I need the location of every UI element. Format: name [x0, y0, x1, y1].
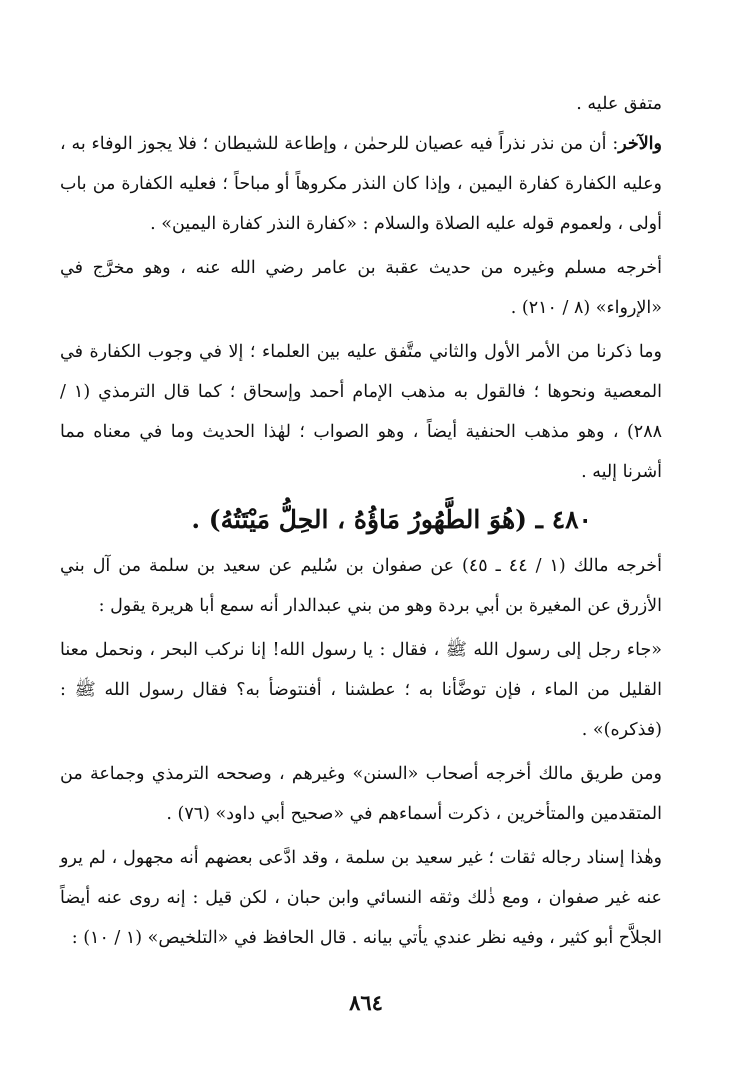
paragraph-sunan: ومن طريق مالك أخرجه أصحاب «السنن» وغيرهم ، وصححه الترمذي وجماعة من المتقدمين والمتأخرين ، ذكرت أسماءهم في «صحيح أبي داود» (٧٦) . — [60, 764, 662, 824]
paragraph-takhrij-malik: أخرجه مالك (١ / ٤٤ ـ ٤٥) عن صفوان بن سُليم عن سعيد بن سلمة من آل بني الأزرق عن المغيرة بن أبي بردة وهو من بني عبدالدار أنه سمع أبا هريرة يقول : — [60, 556, 662, 616]
paragraph-hadith-text: «جاء رجل إلى رسول الله ﷺ ، فقال : يا رسول الله! إنا نركب البحر ، ونحمل معنا القليل من الماء ، فإن توضَّأنا به ؛ عطشنا ، أفنتوضأ به؟ فقال رسول الله ﷺ : (فذكره)» . — [60, 640, 662, 740]
paragraph-scholars-agreement: وما ذكرنا من الأمر الأول والثاني متَّفق عليه بين العلماء ؛ إلا في وجوب الكفارة في المعصية ونحوها ؛ فالقول به مذهب الإمام أحمد وإسحاق ؛ كما قال الترمذي (١ / ٢٨٨) ، وهو مذهب الحنفية أيضاً ، وهو الصواب ؛ لهٰذا الحديث وما في معناه مما أشرنا إليه . — [60, 342, 662, 482]
hadith-heading: ٤٨٠ ـ (هُوَ الطَّهُورُ مَاؤُهُ ، الحِلُّ مَيْتَتُهُ) . — [191, 505, 592, 534]
paragraph-agreed: متفق عليه . — [576, 94, 662, 114]
paragraph-label: والآخر — [618, 134, 662, 154]
paragraph-takhrij-muslim: أخرجه مسلم وغيره من حديث عقبة بن عامر رضي الله عنه ، وهو مخرَّج في «الإرواء» (٨ / ٢١٠) . — [60, 258, 662, 318]
paragraph-second-vow — [60, 124, 662, 244]
page-number: ٨٦٤ — [349, 990, 383, 1015]
paragraph-text: : أن من نذر نذراً فيه عصيان للرحمٰن ، وإطاعة للشيطان ؛ فلا يجوز الوفاء به ، وعليه الكفارة كفارة اليمين ، وإذا كان النذر مكروهاً أو مباحاً ؛ فعليه الكفارة من باب أولى ، ولعموم قوله عليه الصلاة والسلام : «كفارة النذر كفارة اليمين» . — [60, 134, 662, 234]
paragraph-isnad: وهٰذا إسناد رجاله ثقات ؛ غير سعيد بن سلمة ، وقد ادَّعى بعضهم أنه مجهول ، لم يرو عنه غير صفوان ، ومع ذٰلك وثقه النسائي وابن حبان ، لكن قيل : إنه روى عنه أيضاً الجلاَّح أبو كثير ، وفيه نظر عندي يأتي بيانه . قال الحافظ في «التلخيص» (١ / ١٠) : — [60, 848, 662, 948]
page-body — [60, 84, 662, 958]
